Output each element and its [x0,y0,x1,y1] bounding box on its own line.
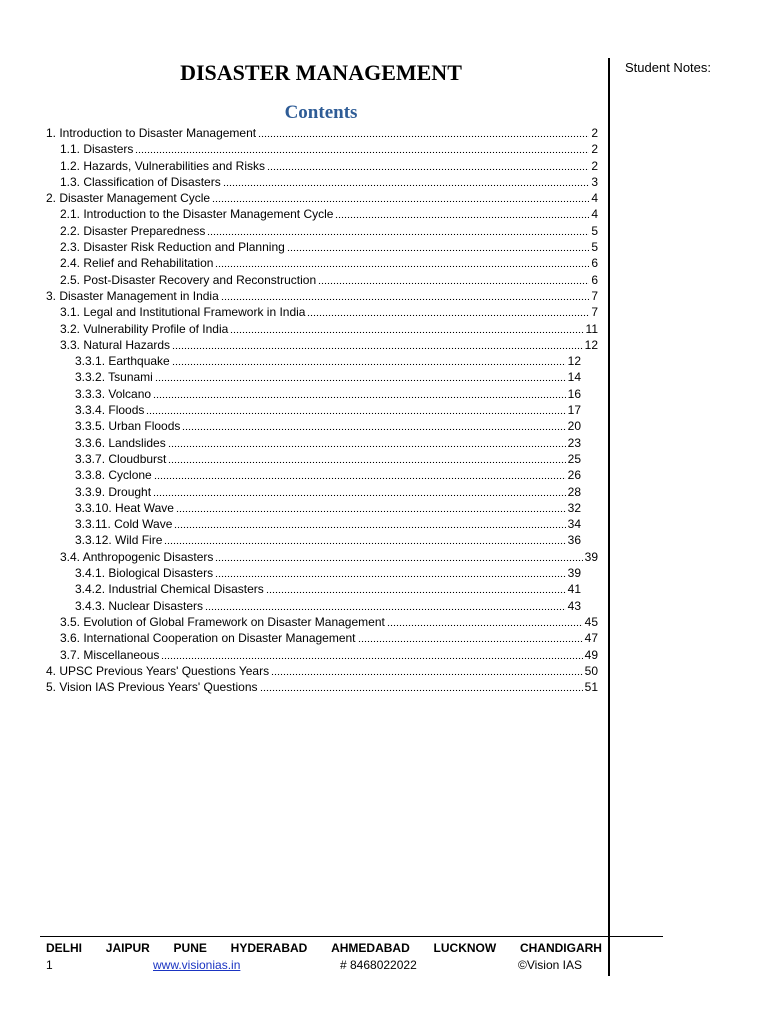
toc-leader-dots [307,306,589,316]
toc-entry-page: 5 [591,240,598,255]
toc-entry-page: 49 [584,647,598,662]
toc-entry-page: 16 [567,386,581,401]
toc-entry-page: 11 [585,321,598,336]
toc-leader-dots [215,567,566,577]
toc-entry[interactable] [46,288,598,304]
toc-entry[interactable] [46,435,581,451]
toc-entry-page: 51 [584,680,598,695]
toc-entry-page: 4 [591,191,598,206]
toc-leader-dots [318,274,589,284]
toc-entry[interactable] [46,598,581,614]
toc-entry-title: 2.4. Relief and Rehabilitation [60,256,214,271]
toc-leader-dots [161,649,582,659]
toc-entry-title: 3.3.8. Cyclone [75,468,152,483]
toc-entry-title: 3.3.6. Landslides [75,435,166,450]
toc-entry-page: 2 [591,126,598,140]
toc-entry-page: 14 [567,370,581,385]
toc-entry[interactable] [46,451,581,467]
toc-entry-page: 43 [567,598,581,613]
toc-entry[interactable] [46,484,581,500]
toc-entry[interactable] [46,125,598,141]
toc-leader-dots [221,290,590,300]
toc-entry-page: 45 [584,614,598,629]
toc-entry-title: 3.3.1. Earthquake [75,354,170,369]
toc-entry-title: 1.1. Disasters [60,142,134,157]
footer-city: LUCKNOW [433,941,497,955]
toc-entry-title: 3.4.2. Industrial Chemical Disasters [75,582,264,597]
toc-entry-title: 3. Disaster Management in India [46,288,219,303]
toc-entry[interactable] [46,158,598,174]
toc-entry-page: 2 [591,158,598,173]
toc-entry-page: 32 [567,500,581,515]
toc-leader-dots [205,600,566,610]
footer-divider [40,936,663,937]
toc-entry-page: 4 [591,207,598,222]
toc-leader-dots [153,486,566,496]
toc-entry[interactable] [46,614,598,630]
table-of-contents [46,125,598,695]
toc-entry[interactable] [46,581,581,597]
toc-entry-page: 36 [567,533,581,548]
toc-entry-title: 4. UPSC Previous Years' Questions Years [46,663,270,678]
footer-city: JAIPUR [105,941,150,955]
footer-city: DELHI [46,941,82,955]
student-notes-label: Student Notes: [625,60,711,75]
toc-entry[interactable] [46,500,581,516]
toc-entry[interactable] [46,630,598,646]
toc-entry-page: 5 [591,223,598,238]
toc-entry[interactable] [46,223,598,239]
toc-entry[interactable] [46,467,581,483]
toc-entry-title: 2.3. Disaster Risk Reduction and Planning [60,240,285,255]
toc-leader-dots [260,681,583,691]
toc-entry-page: 41 [567,582,581,597]
toc-leader-dots [335,208,589,218]
toc-leader-dots [387,616,583,626]
toc-entry-title: 3.4.1. Biological Disasters [75,566,214,581]
toc-entry-title: 3.3.10. Heat Wave [75,500,174,515]
toc-entry-page: 7 [591,288,598,303]
toc-entry-title: 3.4. Anthropogenic Disasters [60,549,214,564]
footer-cities [46,941,602,955]
toc-entry-title: 3.6. International Cooperation on Disaster Management [60,631,356,646]
toc-entry[interactable] [46,141,598,157]
footer-city: CHANDIGARH [519,941,602,955]
toc-entry-title: 3.3.12. Wild Fire [75,533,163,548]
contents-heading: Contents [284,102,358,123]
toc-leader-dots [287,241,590,251]
toc-leader-dots [223,176,590,186]
toc-leader-dots [135,143,589,153]
toc-entry-title: 3.4.3. Nuclear Disasters [75,598,204,613]
toc-entry-page: 50 [584,663,598,678]
toc-leader-dots [174,518,565,528]
toc-leader-dots [215,257,589,267]
toc-entry-title: 1.3. Classification of Disasters [60,174,221,189]
notes-divider [608,58,610,976]
toc-entry[interactable] [46,337,598,353]
toc-entry-page: 6 [591,272,598,287]
toc-entry[interactable] [46,272,598,288]
toc-entry-title: 3.3.5. Urban Floods [75,419,181,434]
toc-entry-title: 3.3. Natural Hazards [60,337,171,352]
toc-entry-page: 12 [584,337,598,352]
toc-entry[interactable] [46,418,581,434]
toc-entry[interactable] [46,532,581,548]
toc-entry[interactable] [46,255,598,271]
toc-leader-dots [154,469,566,479]
toc-entry-title: 3.7. Miscellaneous [60,647,160,662]
phone-number: # 8468022022 [340,958,417,972]
toc-entry-page: 20 [567,419,581,434]
toc-entry[interactable] [46,647,598,663]
toc-leader-dots [358,632,583,642]
toc-entry-page: 39 [567,566,581,581]
toc-leader-dots [164,534,565,544]
toc-entry-page: 28 [567,484,581,499]
toc-entry-title: 3.3.7. Cloudburst [75,451,167,466]
toc-entry-title: 2.5. Post-Disaster Recovery and Reconstruction [60,272,317,287]
toc-entry-title: 3.1. Legal and Institutional Framework in India [60,305,306,320]
toc-leader-dots [271,665,583,675]
toc-leader-dots [168,437,566,447]
toc-entry[interactable] [46,321,598,337]
toc-leader-dots [266,583,566,593]
footer-city: PUNE [173,941,207,955]
toc-entry[interactable] [46,663,598,679]
toc-leader-dots [230,323,583,333]
toc-leader-dots [172,355,566,365]
toc-entry-page: 47 [584,631,598,646]
website-link[interactable]: www.visionias.in [153,958,241,972]
toc-entry-title: 3.3.4. Floods [75,403,145,418]
toc-entry[interactable] [46,386,581,402]
toc-entry-title: 3.3.11. Cold Wave [75,517,173,532]
toc-entry[interactable] [46,369,581,385]
toc-leader-dots [207,225,589,235]
toc-leader-dots [176,502,566,512]
toc-leader-dots [267,160,589,170]
toc-leader-dots [182,420,565,430]
toc-entry-page: 34 [567,517,581,532]
copyright: ©Vision IAS [518,958,582,972]
toc-entry-page: 26 [567,468,581,483]
toc-entry[interactable] [46,353,581,369]
toc-entry-title: 3.3.9. Drought [75,484,152,499]
toc-entry-page: 3 [591,174,598,189]
toc-entry[interactable] [46,304,598,320]
toc-entry-page: 23 [567,435,581,450]
toc-entry-page: 12 [567,354,581,369]
toc-entry-title: 3.3.3. Volcano [75,386,152,401]
toc-entry-title: 2.1. Introduction to the Disaster Management Cycle [60,207,334,222]
toc-leader-dots [155,371,566,381]
toc-entry-title: 2. Disaster Management Cycle [46,191,211,206]
toc-leader-dots [172,339,583,349]
toc-entry-title: 1.2. Hazards, Vulnerabilities and Risks [60,158,265,173]
toc-entry-page: 7 [591,305,598,320]
toc-leader-dots [215,551,582,561]
toc-entry[interactable] [46,206,598,222]
toc-leader-dots [146,404,565,414]
toc-entry-page: 39 [584,549,598,564]
toc-leader-dots [212,192,589,202]
toc-entry-title: 3.5. Evolution of Global Framework on Disaster Management [60,614,385,629]
toc-leader-dots [153,388,566,398]
toc-entry[interactable] [46,549,598,565]
toc-entry-title: 3.2. Vulnerability Profile of India [60,321,229,336]
footer-city: HYDERABAD [230,941,308,955]
toc-entry-title: 3.3.2. Tsunami [75,370,153,385]
toc-leader-dots [168,453,565,463]
toc-entry-title: 5. Vision IAS Previous Years' Questions [46,680,258,695]
toc-entry[interactable] [46,402,581,418]
toc-entry[interactable] [46,174,598,190]
toc-entry[interactable] [46,239,598,255]
toc-entry[interactable] [46,190,598,206]
page-number: 1 [46,958,53,972]
toc-leader-dots [258,127,589,137]
footer-city: AHMEDABAD [331,941,410,955]
toc-entry[interactable] [46,516,581,532]
toc-entry-page: 17 [567,403,581,418]
toc-entry-page: 25 [567,451,581,466]
toc-entry[interactable] [46,565,581,581]
toc-entry-page: 6 [591,256,598,271]
toc-entry-page: 2 [591,142,598,157]
toc-entry-title: 2.2. Disaster Preparedness [60,223,206,238]
toc-entry-title: 1. Introduction to Disaster Management [46,126,257,140]
toc-entry[interactable] [46,679,598,695]
document-title: DISASTER MANAGEMENT [180,60,462,85]
